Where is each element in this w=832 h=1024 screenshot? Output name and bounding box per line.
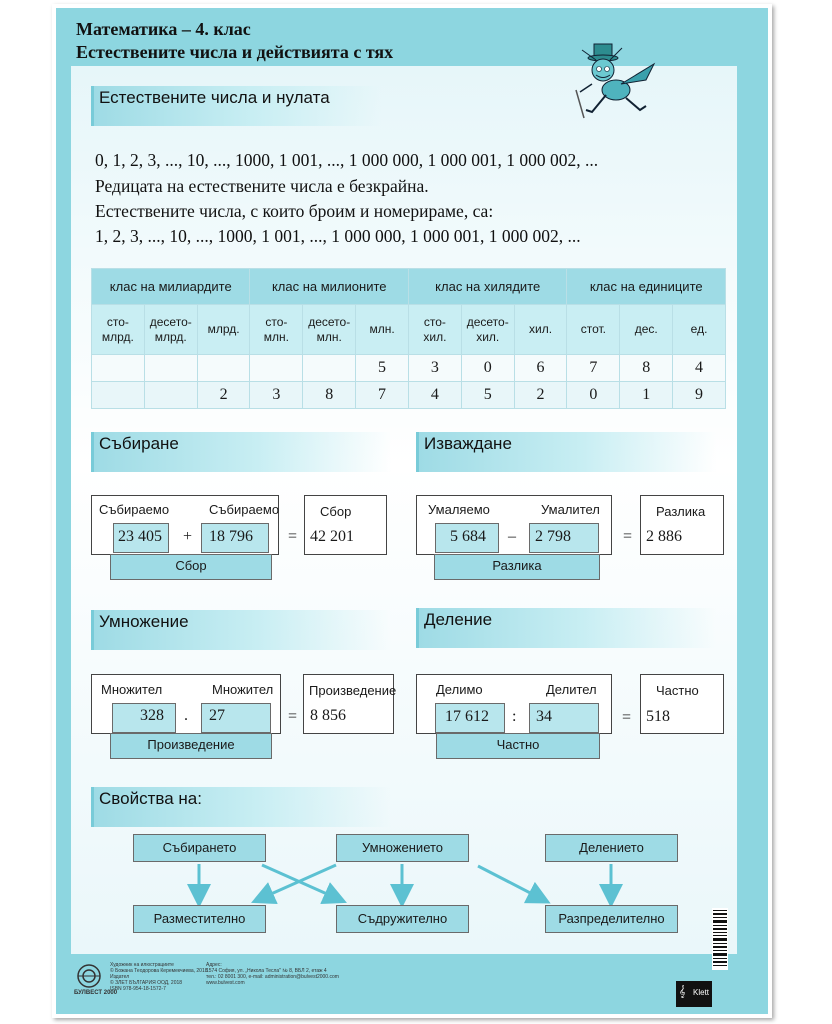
multiplication-term1: 328 [140, 707, 164, 724]
place-header: дес. [620, 305, 673, 355]
division-result-label: Частно [656, 683, 699, 698]
place-header: десето- хил. [461, 305, 514, 355]
division-term1: 17 612 [445, 708, 489, 725]
klett-logo [676, 981, 712, 1007]
footer-line: www.bulvest.com [206, 980, 245, 986]
digit-cell: 4 [408, 382, 461, 409]
addition-term2-label: Събираемо [209, 502, 280, 517]
division-bracket-label: Частно [436, 733, 600, 759]
place-header: хил. [514, 305, 567, 355]
addition-operator: + [183, 528, 193, 545]
property-source-addition: Събирането [133, 834, 266, 862]
page-subtitle: Естествените числа и действията с тях [76, 42, 394, 62]
class-header-billions: клас на милиардите [92, 269, 250, 305]
digit-cell: 2 [514, 382, 567, 409]
digit-cell: 7 [567, 355, 620, 382]
addition-term2: 18 796 [209, 528, 253, 545]
place-header: млн. [356, 305, 409, 355]
section-heading-properties: Свойства на: [91, 787, 391, 827]
multiplication-term2-label: Множител [212, 682, 274, 697]
place-header: десето- млрд. [144, 305, 197, 355]
class-header-thousands: клас на хилядите [408, 269, 566, 305]
publisher-logo-icon [76, 963, 102, 989]
natural-numbers-sequence: 0, 1, 2, 3, ..., 10, ..., 1000, 1 001, ..., 1 000 000, 1 000 001, 1 000 002, ... [95, 150, 599, 170]
division-operator: : [512, 708, 517, 725]
digit-cell: 8 [303, 382, 356, 409]
division-result: 518 [646, 708, 670, 725]
digit-cell: 5 [356, 355, 409, 382]
digit-cell: 2 [197, 382, 250, 409]
digit-cell: 1 [620, 382, 673, 409]
division-equals: = [622, 709, 632, 726]
subtraction-operator: – [508, 528, 516, 545]
class-header-millions: клас на милионите [250, 269, 408, 305]
property-source-division: Делението [545, 834, 678, 862]
property-source-multiplication: Умножението [336, 834, 469, 862]
digit-cell: 0 [461, 355, 514, 382]
klett-logo-mark-icon: 𝄞 [679, 986, 686, 998]
sequence-infinite-text: Редицата на естествените числа е безкрайна. [95, 176, 429, 196]
footer-credits-col2 [206, 962, 339, 986]
section-heading-multiplication: Умножение [91, 610, 391, 650]
addition-equals: = [288, 528, 298, 545]
digit-cell: 4 [673, 355, 726, 382]
property-distributive: Разпределително [545, 905, 678, 933]
place-header: сто- млн. [250, 305, 303, 355]
place-header: десето- млн. [303, 305, 356, 355]
addition-term1: 23 405 [118, 528, 162, 545]
footer-line: © ЗЛЕТ БЪЛГАРИЯ ООД, 2018 [110, 980, 183, 986]
subtraction-term1: 5 684 [450, 528, 486, 545]
subtraction-term2: 2 798 [535, 528, 571, 545]
digit-cell: 3 [408, 355, 461, 382]
class-header-units: клас на единиците [567, 269, 726, 305]
barcode-icon [712, 908, 728, 970]
place-header: сто- млрд. [92, 305, 145, 355]
digit-cell: 9 [673, 382, 726, 409]
footer-line: © Божана Теодорова Керемекчиева, 2018 [110, 968, 208, 974]
subtraction-result-label: Разлика [656, 504, 706, 519]
multiplication-operator: . [184, 707, 188, 724]
footer-line: Адрес: [206, 962, 222, 968]
section-heading-addition: Събиране [91, 432, 391, 472]
subtraction-term2-label: Умалител [541, 502, 600, 517]
place-header: стот. [567, 305, 620, 355]
place-header: ед. [673, 305, 726, 355]
addition-result: 42 201 [310, 528, 354, 545]
property-commutative: Разместително [133, 905, 266, 933]
division-term2: 34 [536, 708, 552, 725]
footer-line: тел.: 02 8001 300, e-mail: administration@bulvest2000.com [206, 974, 339, 980]
subtraction-term1-label: Умаляемо [428, 502, 490, 517]
digit-cell: 8 [620, 355, 673, 382]
multiplication-term2: 27 [209, 707, 225, 724]
digit-cell: 0 [567, 382, 620, 409]
addition-bracket-label: Сбор [110, 554, 272, 580]
subtraction-result: 2 886 [646, 528, 682, 545]
publisher-logo-text: БУЛВЕСТ 2000 [74, 990, 118, 996]
section-heading-division: Деление [416, 608, 716, 648]
multiplication-result-label: Произведение [309, 683, 397, 698]
division-term1-label: Делимо [436, 682, 483, 697]
page-title: Математика – 4. клас [76, 19, 251, 39]
multiplication-bracket-label: Произведение [110, 733, 272, 759]
footer-line: Художник на илюстрациите [110, 962, 174, 968]
place-header: сто- хил. [408, 305, 461, 355]
addition-term1-label: Събираемо [99, 502, 170, 517]
footer-line: 1574 София, ул. „Никола Тесла" № 8, ВБЛ 2, етаж 4 [206, 968, 327, 974]
section-heading-subtraction: Изваждане [416, 432, 716, 472]
section-heading-natural-numbers: Естествените числа и нулата [91, 86, 381, 126]
multiplication-term1-label: Множител [101, 682, 163, 697]
arrow-multiplication-distributive [478, 866, 540, 898]
property-associative: Съдружително [336, 905, 469, 933]
subtraction-equals: = [623, 528, 633, 545]
counting-numbers-sequence: 1, 2, 3, ..., 10, ..., 1000, 1 001, ..., 1 000 000, 1 000 001, 1 000 002, ... [95, 226, 581, 246]
digit-cell: 7 [356, 382, 409, 409]
klett-logo-text: Klett [693, 988, 710, 997]
footer-credits-col1 [110, 962, 208, 992]
addition-result-label: Сбор [320, 504, 352, 519]
multiplication-equals: = [288, 708, 298, 725]
digit-cell: 6 [514, 355, 567, 382]
subtraction-bracket-label: Разлика [434, 554, 600, 580]
place-header: млрд. [197, 305, 250, 355]
digit-cell: 5 [461, 382, 514, 409]
footer-line: ISBN 978-954-18-1572-7 [110, 986, 166, 992]
division-term2-label: Делител [546, 682, 597, 697]
multiplication-result: 8 856 [310, 707, 346, 724]
counting-numbers-text: Естествените числа, с които броим и номерираме, са: [95, 201, 494, 221]
digit-cell: 3 [250, 382, 303, 409]
footer-line: Издател [110, 974, 130, 980]
